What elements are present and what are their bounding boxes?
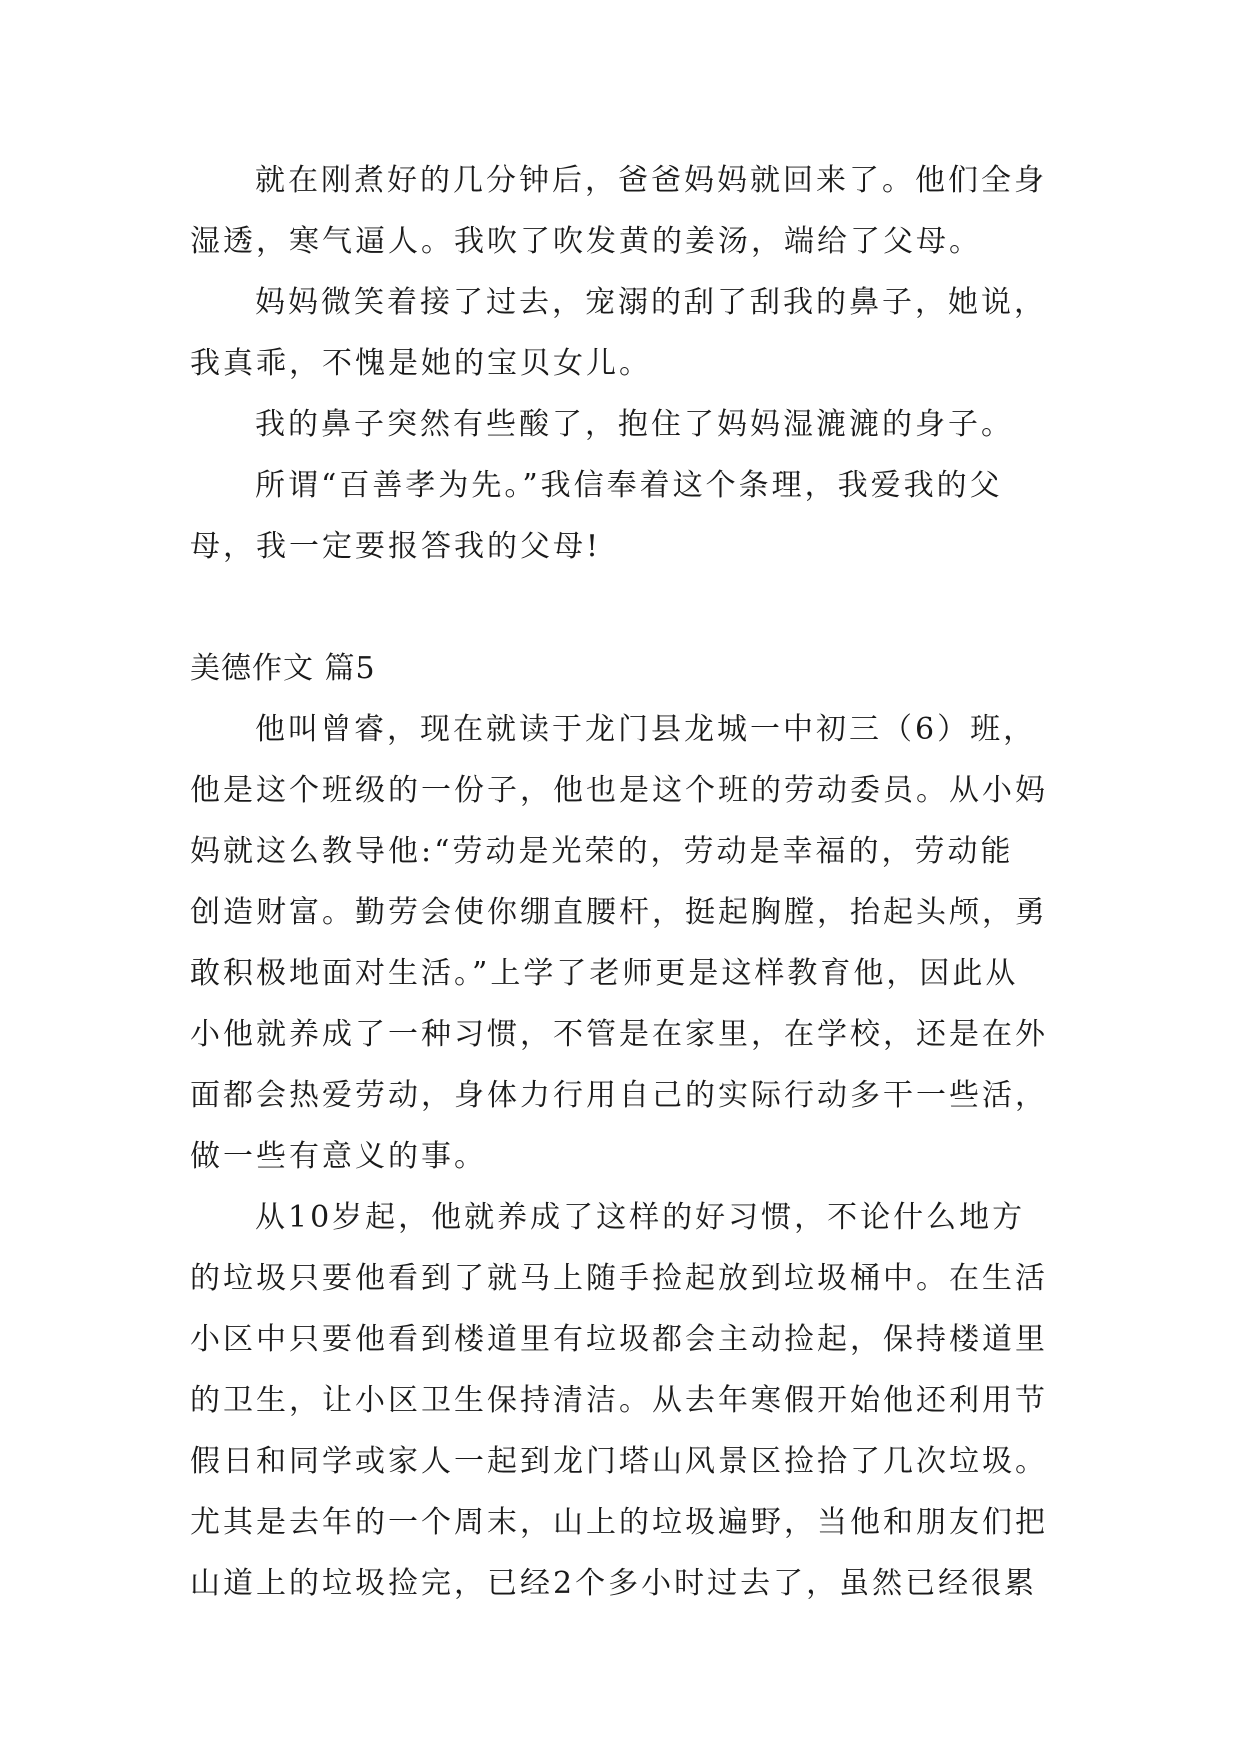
- text-line: 我的鼻子突然有些酸了，抱住了妈妈湿漉漉的身子。: [255, 407, 1014, 442]
- document-body: [190, 150, 1060, 1614]
- text-line: 湿透，寒气逼人。我吹了吹发黄的姜汤，端给了父母。: [190, 224, 982, 259]
- text-line: 就在刚煮好的几分钟后，爸爸妈妈就回来了。他们全身: [255, 163, 1047, 198]
- text-line: 创造财富。勤劳会使你绷直腰杆，挺起胸膛，抬起头颅，勇: [190, 895, 1048, 930]
- text-line: 假日和同学或家人一起到龙门塔山风景区捡拾了几次垃圾。: [190, 1444, 1048, 1479]
- text-line: 山道上的垃圾捡完，已经2个多小时过去了，虽然已经很累: [190, 1566, 1038, 1601]
- text-line: 敢积极地面对生活。”上学了老师更是这样教育他，因此从: [190, 956, 1019, 991]
- text-line: 面都会热爱劳动，身体力行用自己的实际行动多干一些活，: [190, 1078, 1048, 1113]
- text-line: 尤其是去年的一个周末，山上的垃圾遍野，当他和朋友们把: [190, 1505, 1048, 1540]
- section-gap: [190, 577, 1060, 638]
- text-line: 妈就这么教导他:“劳动是光荣的，劳动是幸福的，劳动能: [190, 834, 1014, 869]
- text-line: 母，我一定要报答我的父母!: [190, 529, 602, 564]
- text-line: 的垃圾只要他看到了就马上随手捡起放到垃圾桶中。在生活: [190, 1261, 1048, 1296]
- text-line: 从10岁起，他就养成了这样的好习惯，不论什么地方: [255, 1200, 1026, 1235]
- text-line: 妈妈微笑着接了过去，宠溺的刮了刮我的鼻子，她说，: [255, 285, 1047, 320]
- text-line: 小他就养成了一种习惯，不管是在家里，在学校，还是在外: [190, 1017, 1048, 1052]
- section-heading: 美德作文 篇5: [190, 651, 376, 686]
- text-line: 所谓“百善孝为先。”我信奉着这个条理，我爱我的父: [255, 468, 1003, 503]
- text-line: 小区中只要他看到楼道里有垃圾都会主动捡起，保持楼道里: [190, 1322, 1048, 1357]
- text-line: 做一些有意义的事。: [190, 1139, 487, 1174]
- text-line: 我真乖，不愧是她的宝贝女儿。: [190, 346, 652, 381]
- text-line: 他是这个班级的一份子，他也是这个班的劳动委员。从小妈: [190, 773, 1048, 808]
- text-line: 的卫生，让小区卫生保持清洁。从去年寒假开始他还利用节: [190, 1383, 1048, 1418]
- text-line: 他叫曾睿，现在就读于龙门县龙城一中初三（6）班，: [255, 712, 1037, 747]
